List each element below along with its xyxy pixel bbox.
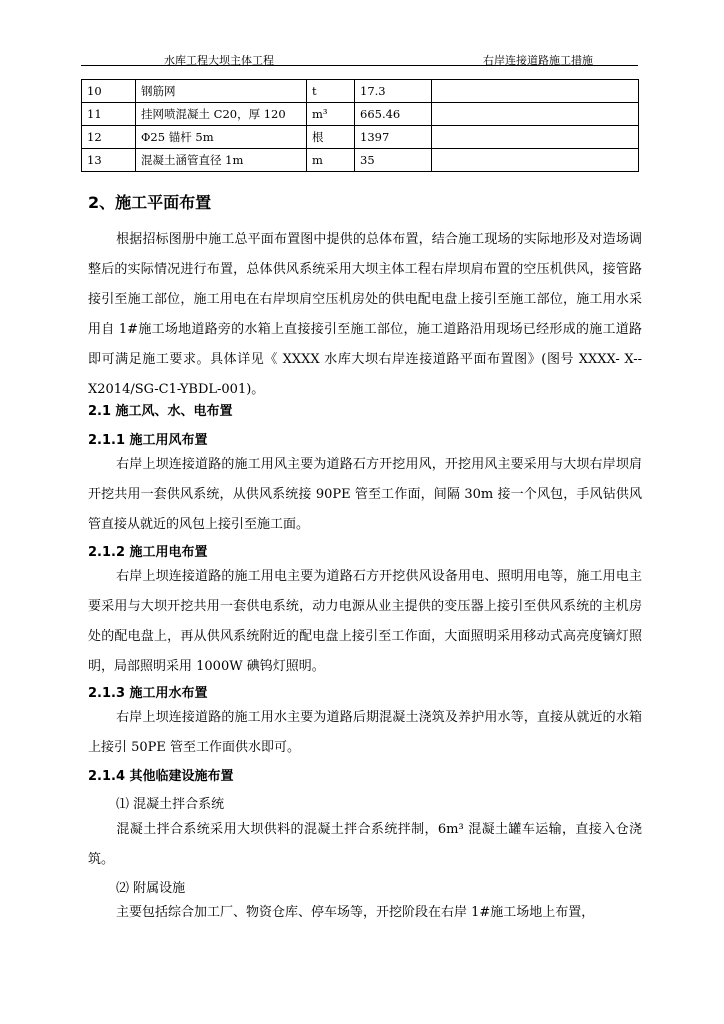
cell-note xyxy=(432,126,639,149)
table-row xyxy=(82,149,639,172)
cell-qty: 35 xyxy=(355,149,432,172)
wind-paragraph xyxy=(88,450,642,540)
cell-note xyxy=(432,149,639,172)
cell-note xyxy=(432,103,639,126)
cell-qty: 1397 xyxy=(355,126,432,149)
header-section-title: 右岸连接道路施工措施 xyxy=(483,54,593,67)
facilities-text: 主要包括综合加工厂、物资仓库、停车场等，开挖阶段在右岸 1#施工场地上布置， xyxy=(116,905,595,920)
quantity-table xyxy=(81,79,639,172)
cell-no: 11 xyxy=(82,103,136,126)
cell-unit: t xyxy=(307,80,355,103)
section-intro-paragraph xyxy=(88,225,642,405)
subsection-heading: 2.1 施工风、水、电布置 xyxy=(88,404,233,419)
table-row xyxy=(82,126,639,149)
cell-name: 钢筋网 xyxy=(136,80,307,103)
header-rule xyxy=(81,65,638,66)
cell-qty: 17.3 xyxy=(355,80,432,103)
cell-qty: 665.46 xyxy=(355,103,432,126)
cell-name: Φ25 锚杆 5m xyxy=(136,126,307,149)
cell-no: 10 xyxy=(82,80,136,103)
subsection-heading: 2.1.2 施工用电布置 xyxy=(88,545,208,560)
cell-no: 13 xyxy=(82,149,136,172)
subsection-heading: 2.1.3 施工用水布置 xyxy=(88,686,208,701)
cell-unit: m³ xyxy=(307,103,355,126)
page-header xyxy=(81,40,638,66)
mixing-text: 混凝土拌合系统采用大坝供料的混凝土拌合系统拌制，6m³ 混凝土罐车运输，直接入仓浇筑。 xyxy=(88,822,642,867)
cell-note xyxy=(432,80,639,103)
cell-name: 挂网喷混凝土 C20，厚 120 xyxy=(136,103,307,126)
subsection-heading: 2.1.1 施工用风布置 xyxy=(88,433,208,448)
wind-text: 右岸上坝连接道路的施工用风主要为道路石方开挖用风，开挖用风主要采用与大坝右岸坝肩开挖共用一套供风系统，从供风系统接 90PE 管至工作面，间隔 30m 接一个风包，手风钻供风管直接从就近的风包上接引至施工面。 xyxy=(88,457,642,532)
cell-no: 12 xyxy=(82,126,136,149)
water-paragraph xyxy=(88,703,642,763)
section-heading: 2、施工平面布置 xyxy=(88,193,212,212)
section-intro-text: 根据招标图册中施工总平面布置图中提供的总体布置，结合施工现场的实际地形及对造场调整后的实际情况进行布置，总体供风系统采用大坝主体工程右岸坝肩布置的空压机供风，接管路接引至施工部位，施工用电在右岸坝肩空压机房处的供电配电盘上接引至施工部位，施工用水采用自 1#施工场地道路旁的水箱上直接接引至施工部位，施工道路沿用现场已经形成的施工道路即可满足施工要求。具体详见《 XXXX 水库大坝右岸连接道路平面布置图》(图号 XXXX- X--X2014/SG-C1-YBDL-001)。 xyxy=(88,232,642,397)
cell-unit: m xyxy=(307,149,355,172)
cell-name: 混凝土涵管直径 1m xyxy=(136,149,307,172)
subsection-heading: 2.1.4 其他临建设施布置 xyxy=(88,769,234,784)
mixing-paragraph xyxy=(88,815,642,875)
facilities-paragraph xyxy=(88,898,642,928)
list-item: ⑵ 附属设施 xyxy=(116,881,186,896)
cell-unit: 根 xyxy=(307,126,355,149)
table-row xyxy=(82,103,639,126)
power-text: 右岸上坝连接道路的施工用电主要为道路石方开挖供风设备用电、照明用电等，施工用电主要采用与大坝开挖共用一套供电系统，动力电源从业主提供的变压器上接引至供风系统的主机房处的配电盘上，再从供风系统附近的配电盘上接引至工作面，大面照明采用移动式高亮度镝灯照明，局部照明采用 1000W 碘钨灯照明。 xyxy=(88,569,642,674)
water-text: 右岸上坝连接道路的施工用水主要为道路后期混凝土浇筑及养护用水等，直接从就近的水箱上接引 50PE 管至工作面供水即可。 xyxy=(88,710,642,755)
power-paragraph xyxy=(88,562,642,682)
table-row xyxy=(82,80,639,103)
list-item: ⑴ 混凝土拌合系统 xyxy=(116,797,225,812)
header-project-title: 水库工程大坝主体工程 xyxy=(164,54,274,67)
